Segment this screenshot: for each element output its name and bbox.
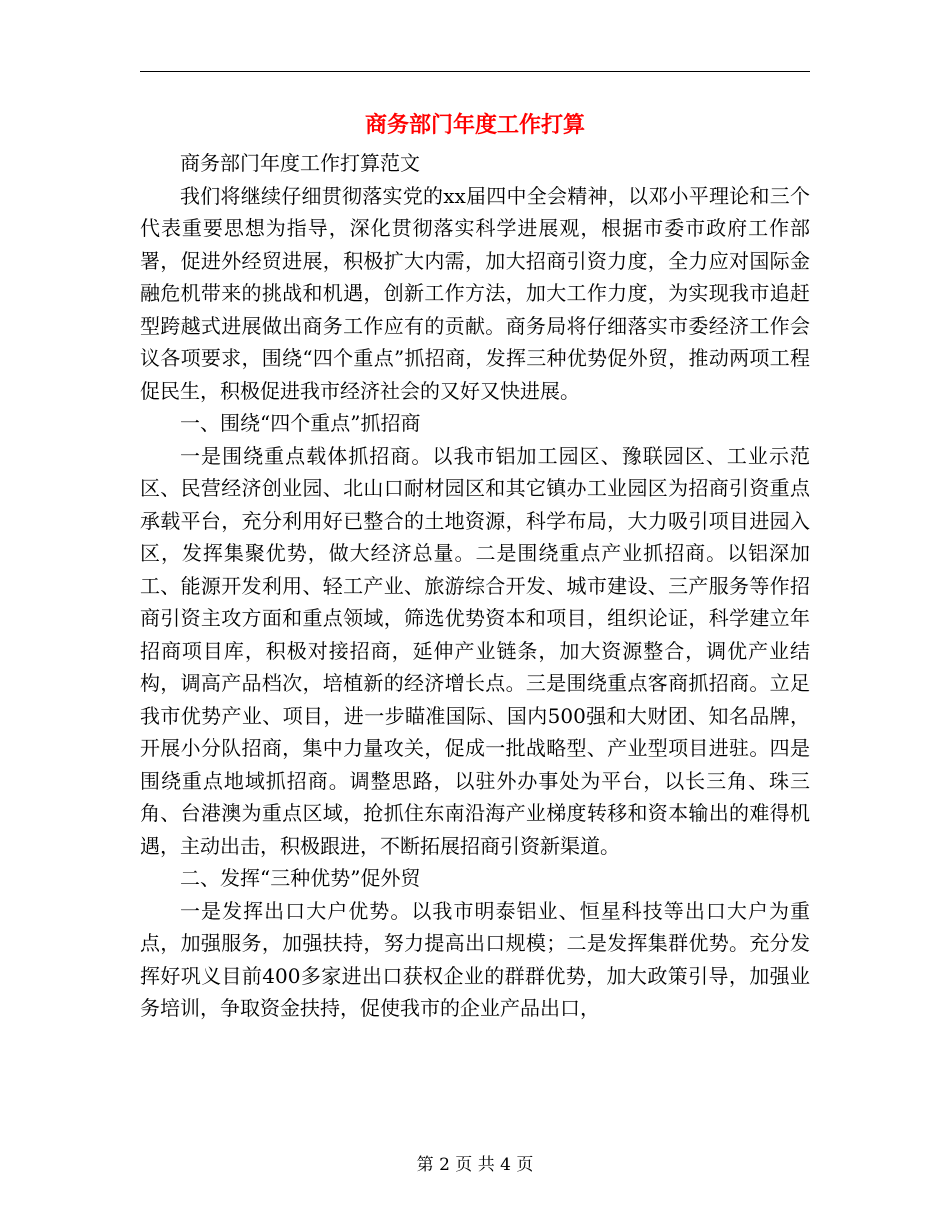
- paragraph-section-2: 一是发挥出口大户优势。以我市明泰铝业、恒星科技等出口大户为重点，加强服务，加强扶持，努力提高出口规模；二是发挥集群优势。充分发挥好巩义目前400多家进出口获权企业的群群优势，加大政策引导，加强业务培训，争取资金扶持，促使我市的企业产品出口，: [140, 898, 810, 1020]
- paragraph-section-1: 一是围绕重点载体抓招商。以我市铝加工园区、豫联园区、工业示范区、民营经济创业园、北山口耐材园区和其它镇办工业园区为招商引资重点承载平台，充分利用好已整合的土地资源，科学布局，大力吸引项目进园入区，发挥集聚优势，做大经济总量。二是围绕重点产业抓招商。以铝深加工、能源开发利用、轻工产业、旅游综合开发、城市建设、三产服务等作招商引资主攻方面和重点领域，筛选优势资本和项目，组织论证，科学建立年招商项目库，积极对接招商，延伸产业链条，加大资源整合，调优产业结构，调高产品档次，培植新的经济增长点。三是围绕重点客商抓招商。立足我市优势产业、项目，进一步瞄准国际、国内500强和大财团、知名品牌，开展小分队招商，集中力量攻关，促成一批战略型、产业型项目进驻。四是围绕重点地域抓招商。调整思路，以驻外办事处为平台，以长三角、珠三角、台港澳为重点区域，抢抓住东南沿海产业梯度转移和资本输出的难得机遇，主动出击，积极跟进，不断拓展招商引资新渠道。: [140, 443, 810, 858]
- header-rule: [140, 71, 810, 72]
- section-heading-2: 二、发挥“三种优势”促外贸: [180, 866, 421, 890]
- document-body: [140, 147, 810, 1025]
- paragraph-intro: 我们将继续仔细贯彻落实党的xx届四中全会精神，以邓小平理论和三个代表重要思想为指导，深化贯彻落实科学进展观，根据市委市政府工作部署，促进外经贸进展，积极扩大内需，加大招商引资力度，全力应对国际金融危机带来的挑战和机遇，创新工作方法，加大工作力度，为实现我市追赶型跨越式进展做出商务工作应有的贡献。商务局将仔细落实市委经济工作会议各项要求，围绕“四个重点”抓招商，发挥三种优势促外贸，推动两项工程促民生，积极促进我市经济社会的又好又快进展。: [140, 183, 810, 403]
- page-footer: 第 2 页 共 4 页: [416, 1155, 534, 1175]
- document-title: 商务部门年度工作打算: [364, 112, 585, 138]
- section-heading-1: 一、围绕“四个重点”抓招商: [180, 411, 421, 435]
- paragraph-subtitle: 商务部门年度工作打算范文: [180, 151, 420, 175]
